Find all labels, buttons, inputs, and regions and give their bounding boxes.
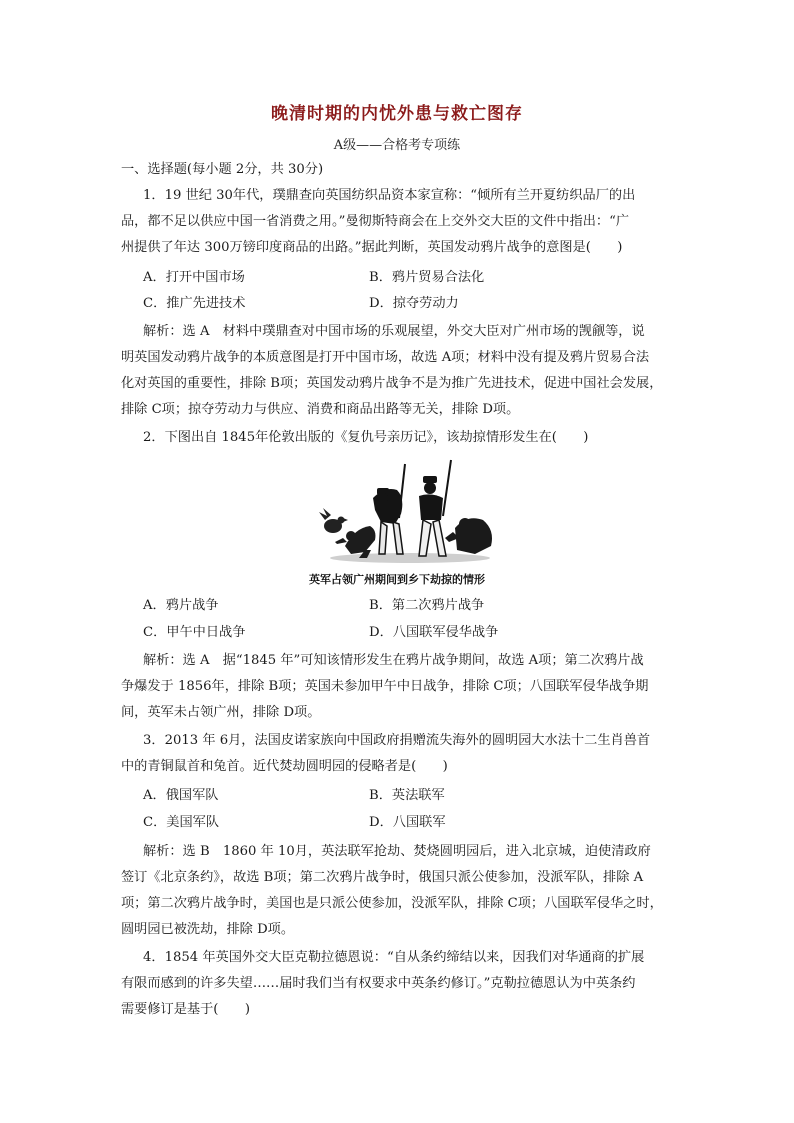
q2-analysis-line-3: 间，英军未占领广州，排除 D项。 bbox=[121, 705, 321, 720]
q2-stem-line-1: 2．下图出自 1845年伦敦出版的《复仇号亲历记》，该劫掠情形发生在( ) bbox=[143, 430, 589, 445]
page-title: 晚清时期的内忧外患与救亡图存 bbox=[271, 104, 523, 124]
q2-analysis-line-2: 争爆发于 1856年，排除 B项；英国未参加甲午中日战争，排除 C项；八国联军侵华战争期 bbox=[121, 679, 649, 694]
q3-option-c: C．美国军队 bbox=[143, 815, 220, 830]
q3-stem-line-1: 3．2013 年 6月，法国皮诺家族向中国政府捐赠流失海外的圆明园大水法十二生肖兽首 bbox=[143, 733, 651, 748]
q2-option-d: D．八国联军侵华战争 bbox=[369, 625, 499, 640]
q4-stem-line-2: 有限而感到的许多失望……届时我们当有权要求中英条约修订。”克勒拉德恩认为中英条约 bbox=[121, 976, 636, 991]
q1-option-a: A．打开中国市场 bbox=[143, 270, 245, 285]
q3-option-b: B．英法联军 bbox=[369, 788, 445, 803]
q3-stem-line-2: 中的青铜鼠首和兔首。近代焚劫圆明园的侵略者是( ) bbox=[121, 759, 448, 774]
q1-option-b: B．鸦片贸易合法化 bbox=[369, 270, 485, 285]
rooster-figure bbox=[319, 508, 348, 533]
villager-figure-left bbox=[335, 526, 375, 558]
q3-option-d: D．八国联军 bbox=[369, 815, 446, 830]
q3-option-a: A．俄国军队 bbox=[143, 788, 219, 803]
section-heading: 一、选择题(每小题 2分，共 30分) bbox=[121, 162, 324, 177]
q3-analysis-line-2: 签订《北京条约》，故选 B项；第二次鸦片战争时，俄国只派公使参加，没派军队，排除 A bbox=[121, 870, 644, 885]
q1-stem-line-1: 1．19 世纪 30年代，璞鼎查向英国纺织品资本家宣称：“倾所有兰开夏纺织品厂的出 bbox=[143, 188, 636, 203]
looting-illustration bbox=[315, 458, 505, 568]
q1-analysis-line-4: 排除 C项；掠夺劳动力与供应、消费和商品出路等无关，排除 D项。 bbox=[121, 402, 520, 417]
q1-analysis-line-3: 化对英国的重要性，排除 B项；英国发动鸦片战争不是为推广先进技术，促进中国社会发展， bbox=[121, 376, 663, 391]
page-subtitle: A级——合格考专项练 bbox=[333, 138, 461, 153]
figure-caption: 英军占领广州期间到乡下劫掠的情形 bbox=[309, 573, 485, 586]
q4-stem-line-3: 需要修订是基于( ) bbox=[121, 1002, 250, 1017]
q1-stem-line-3: 州提供了年达 300万镑印度商品的出路。”据此判断，英国发动鸦片战争的意图是( ) bbox=[121, 240, 623, 255]
villager-figure-right bbox=[445, 518, 492, 554]
q3-analysis-line-4: 圆明园已被洗劫，排除 D项。 bbox=[121, 922, 295, 937]
q2-option-c: C．甲午中日战争 bbox=[143, 625, 246, 640]
q1-option-d: D．掠夺劳动力 bbox=[369, 296, 459, 311]
soldier-figure-center bbox=[373, 464, 405, 554]
q1-stem-line-2: 品，都不足以供应中国一省消费之用。”曼彻斯特商会在上交外交大臣的文件中指出：“广 bbox=[121, 214, 630, 229]
q1-analysis-line-1: 解析：选 A 材料中璞鼎查对中国市场的乐观展望，外交大臣对广州市场的觊觎等，说 bbox=[143, 324, 645, 339]
q2-option-a: A．鸦片战争 bbox=[143, 598, 219, 613]
q3-analysis-line-1: 解析：选 B 1860 年 10月，英法联军抢劫、焚烧圆明园后，进入北京城，迫使清政府 bbox=[143, 844, 651, 859]
q4-stem-line-1: 4．1854 年英国外交大臣克勒拉德恩说：“自从条约缔结以来，因我们对华通商的扩展 bbox=[143, 950, 645, 965]
q2-analysis-line-1: 解析：选 A 据“1845 年”可知该情形发生在鸦片战争期间，故选 A项；第二次鸦片战 bbox=[143, 653, 644, 668]
q1-analysis-line-2: 明英国发动鸦片战争的本质意图是打开中国市场，故选 A项；材料中没有提及鸦片贸易合法 bbox=[121, 350, 650, 365]
q3-analysis-line-3: 项；第二次鸦片战争时，美国也是只派公使参加，没派军队，排除 C项；八国联军侵华之时， bbox=[121, 896, 663, 911]
q1-option-c: C．推广先进技术 bbox=[143, 296, 246, 311]
soldier-figure-right bbox=[419, 460, 451, 556]
q2-option-b: B．第二次鸦片战争 bbox=[369, 598, 485, 613]
